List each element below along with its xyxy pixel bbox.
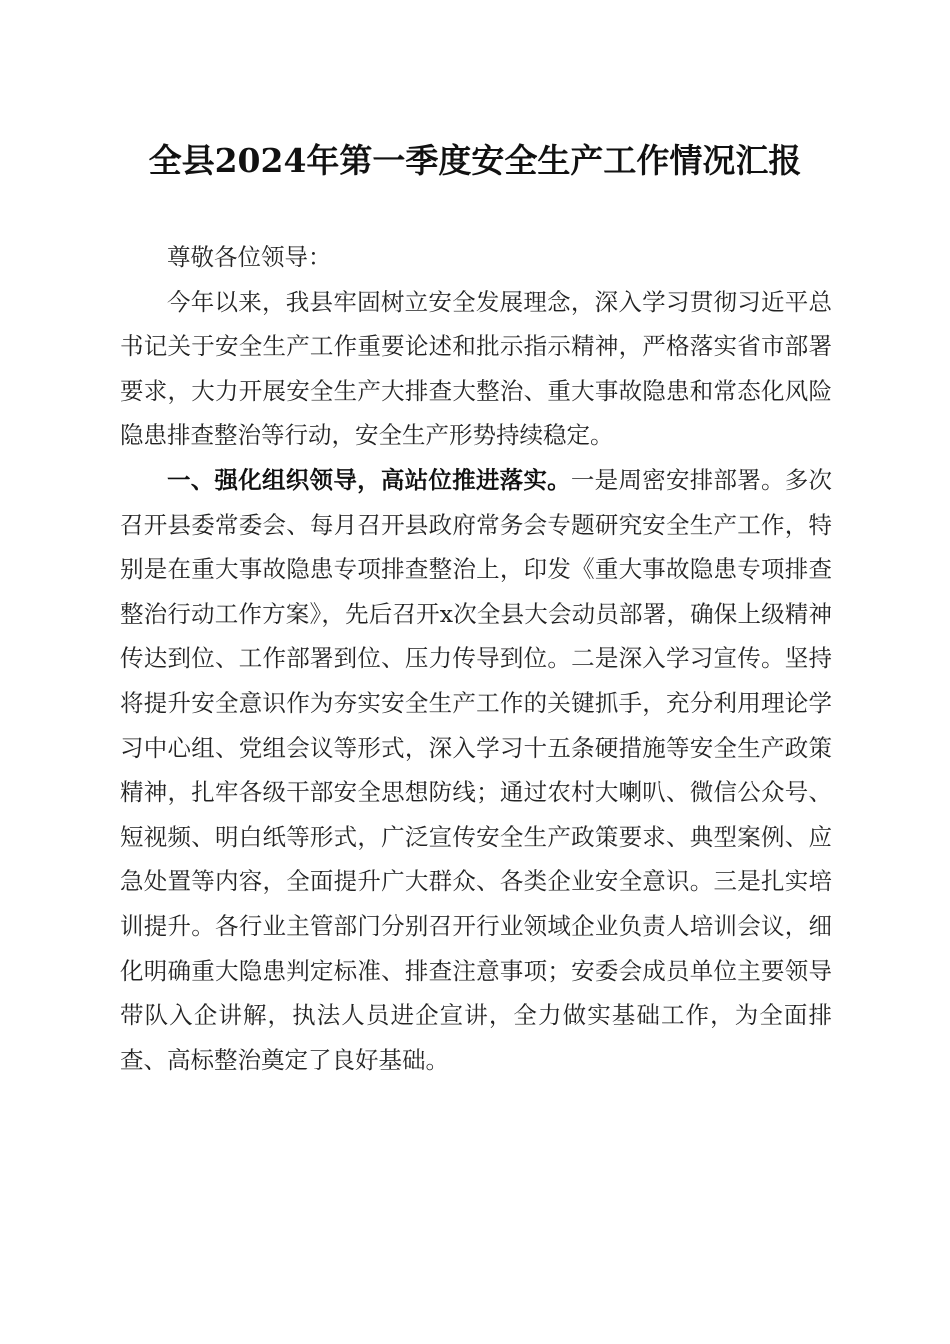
section-1-heading: 一、强化组织领导，高站位推进落实。 — [167, 465, 571, 494]
document-title: 全县2024年第一季度安全生产工作情况汇报 — [148, 141, 802, 180]
intro-paragraph: 今年以来，我县牢固树立安全发展理念，深入学习贯彻习近平总书记关于安全生产工作重要论述和批示指示精神，严格落实省市部署要求，大力开展安全生产大排查大整治、重大事故隐患和常态化风险隐患排查整治等行动，安全生产形势持续稳定。 — [120, 287, 832, 450]
salutation: 尊敬各位领导： — [167, 243, 332, 271]
section-1-body: 一是周密安排部署。多次召开县委常委会、每月召开县政府常务会专题研究安全生产工作，特别是在重大事故隐患专项排查整治上，印发《重大事故隐患专项排查整治行动工作方案》，先后召开x次全县大会动员部署，确保上级精神传达到位、工作部署到位、压力传导到位。二是深入学习宣传。坚持将提升安全意识作为夯实安全生产工作的关键抓手，充分利用理论学习中心组、党组会议等形式，深入学习十五条硬措施等安全生产政策精神，扎牢各级干部安全思想防线；通过农村大喇叭、微信公众号、短视频、明白纸等形式，广泛宣传安全生产政策要求、典型案例、应急处置等内容，全面提升广大群众、各类企业安全意识。三是扎实培训提升。各行业主管部门分别召开行业领域企业负责人培训会议，细化明确重大隐患判定标准、排查注意事项；安委会成员单位主要领导带队入企讲解，执法人员进企宣讲，全力做实基础工作，为全面排查、高标整治奠定了良好基础。 — [120, 465, 833, 1074]
document-body — [120, 235, 832, 1082]
section-1-paragraph — [120, 458, 832, 1082]
